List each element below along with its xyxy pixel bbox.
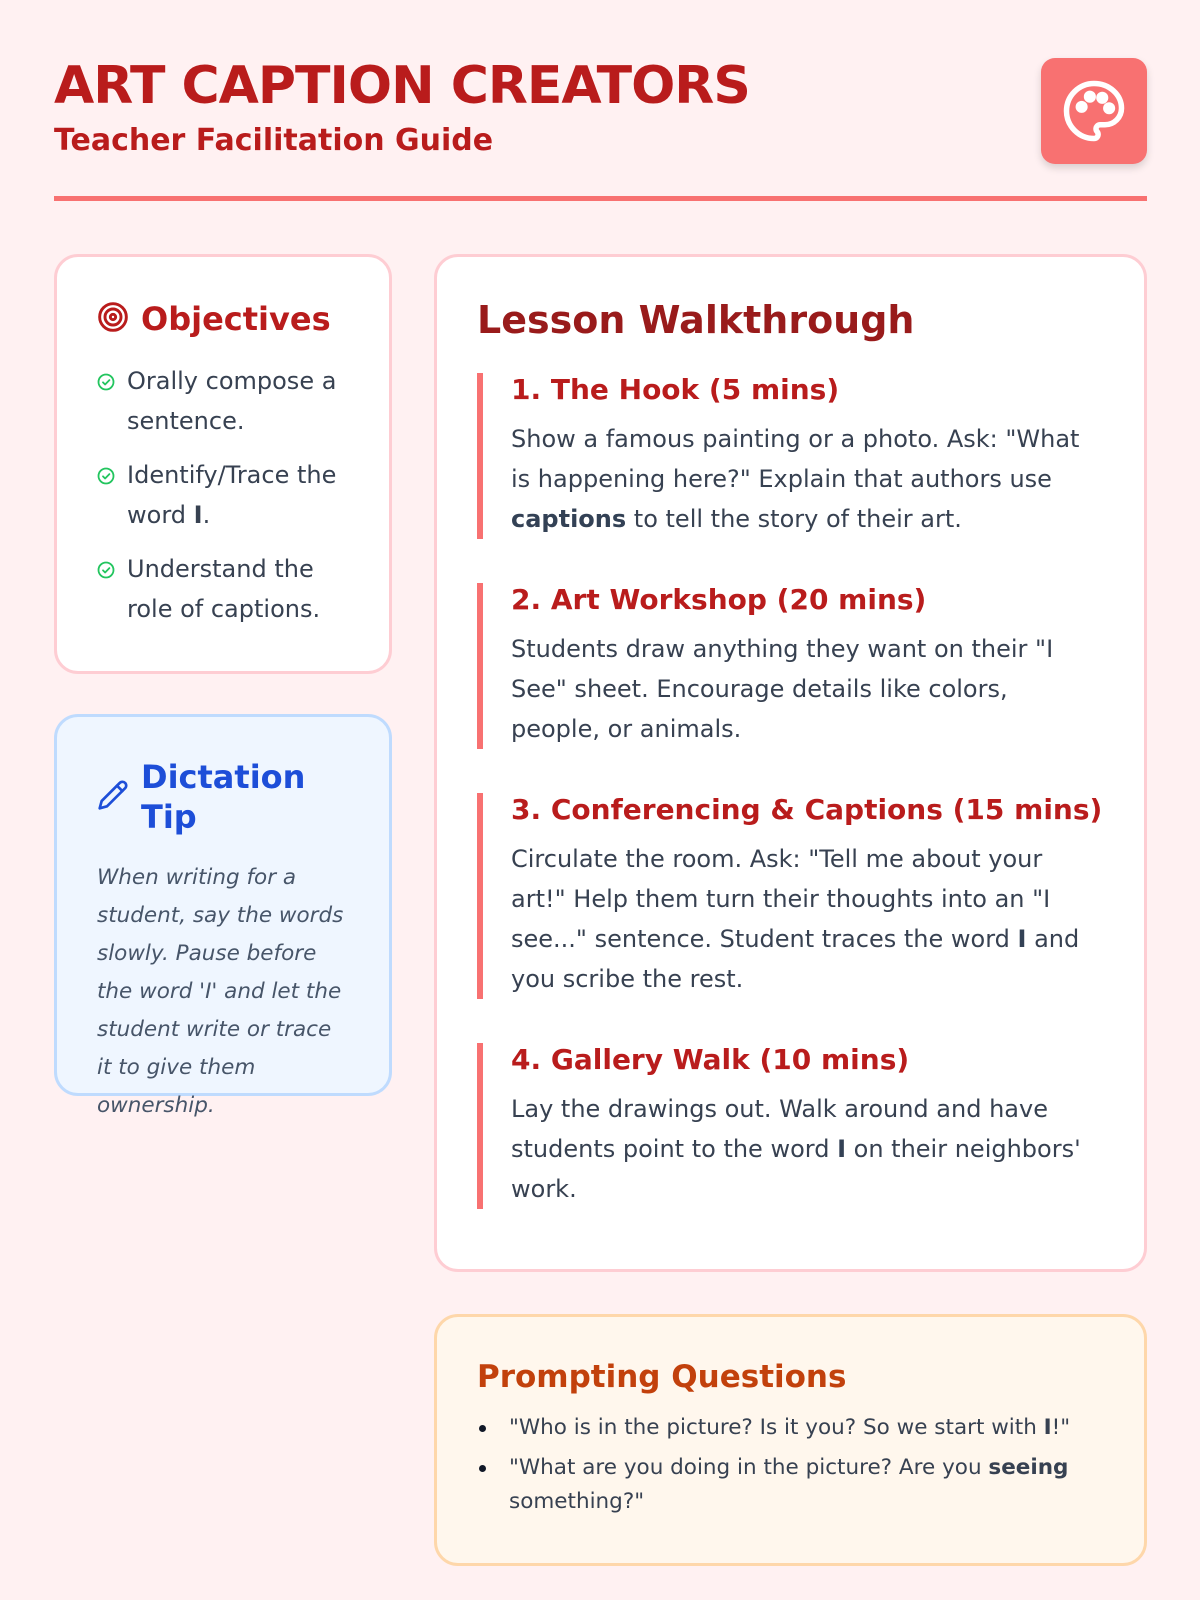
check-circle-icon <box>97 561 115 579</box>
objective-item <box>97 361 349 441</box>
lesson-title: Lesson Walkthrough <box>477 298 915 342</box>
objective-text: Identify/Trace the word I. <box>127 461 337 529</box>
page-subtitle: Teacher Facilitation Guide <box>54 123 494 158</box>
objective-item <box>97 455 349 535</box>
check-circle-icon <box>97 467 115 485</box>
objectives-title: Objectives <box>141 300 331 338</box>
lesson-walkthrough-card <box>434 254 1147 1272</box>
objectives-card <box>54 254 392 674</box>
step-body: Lay the drawings out. Walk around and have students point to the word I on their neighbors' work. <box>511 1095 1081 1203</box>
lesson-step <box>477 583 1104 749</box>
objective-item <box>97 549 349 629</box>
pencil-icon <box>97 779 129 815</box>
step-title: 3. Conferencing & Captions (15 mins) <box>511 793 1103 826</box>
prompt-item: "Who is in the picture? Is it you? So we start with I!" <box>477 1411 1104 1445</box>
step-body: Show a famous painting or a photo. Ask: "What is happening here?" Explain that authors use captions to tell the story of their art. <box>511 425 1080 533</box>
page-header <box>54 56 1147 201</box>
tip-header <box>97 757 349 837</box>
page-title: ART CAPTION CREATORS <box>54 56 750 116</box>
palette-icon <box>1041 58 1147 164</box>
objective-text: Understand the role of captions. <box>127 555 321 623</box>
tip-text: When writing for a student, say the words slowly. Pause before the word 'I' and let the student write or trace it to give them ownership. <box>97 865 344 1118</box>
prompts-list <box>477 1411 1104 1519</box>
objective-text: Orally compose a sentence. <box>127 367 337 435</box>
lesson-step <box>477 1043 1104 1209</box>
target-icon <box>97 301 129 337</box>
objectives-list <box>97 361 349 629</box>
lesson-step <box>477 793 1104 999</box>
prompting-questions-card <box>434 1314 1147 1566</box>
step-title: 4. Gallery Walk (10 mins) <box>511 1043 910 1076</box>
tip-title: Dictation Tip <box>141 758 306 836</box>
step-title: 2. Art Workshop (20 mins) <box>511 583 927 616</box>
step-body: Circulate the room. Ask: "Tell me about your art!" Help them turn their thoughts into an "I see..." sentence. Student traces the word I and you scribe the rest. <box>511 845 1080 993</box>
step-title: 1. The Hook (5 mins) <box>511 373 840 406</box>
dictation-tip-card <box>54 714 392 1118</box>
prompts-title: Prompting Questions <box>477 1359 847 1395</box>
check-circle-icon <box>97 373 115 391</box>
step-body: Students draw anything they want on their "I See" sheet. Encourage details like colors, people, or animals. <box>511 635 1054 743</box>
prompt-item: "What are you doing in the picture? Are you seeing something?" <box>477 1451 1104 1519</box>
objectives-header <box>97 299 349 339</box>
lesson-step <box>477 373 1104 539</box>
